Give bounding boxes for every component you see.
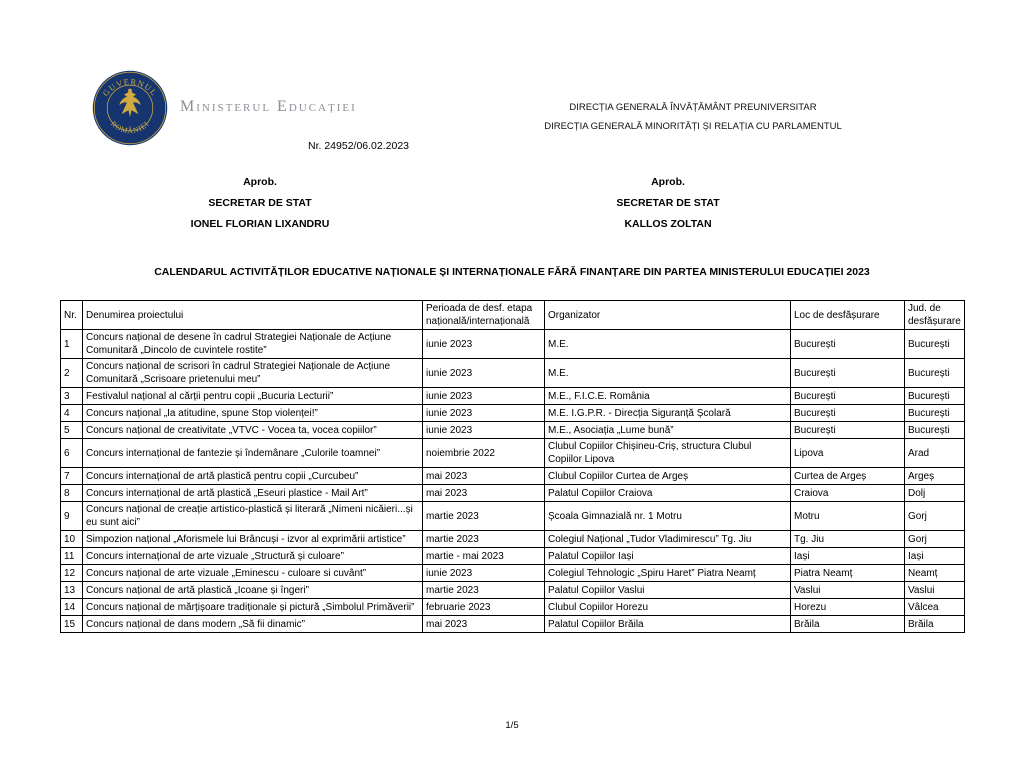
cell-county: Vâlcea	[905, 599, 965, 616]
column-header-nr: Nr.	[61, 301, 83, 330]
cell-period: mai 2023	[423, 485, 545, 502]
ministry-name: Ministerul Educației	[180, 98, 357, 115]
cell-location: București	[791, 388, 905, 405]
cell-county: București	[905, 405, 965, 422]
cell-nr: 2	[61, 359, 83, 388]
cell-nr: 15	[61, 616, 83, 633]
cell-nr: 6	[61, 439, 83, 468]
cell-period: februarie 2023	[423, 599, 545, 616]
cell-location: București	[791, 405, 905, 422]
cell-period: mai 2023	[423, 468, 545, 485]
approver-name: KALLOS ZOLTAN	[624, 218, 712, 230]
cell-period: noiembrie 2022	[423, 439, 545, 468]
cell-location: Lipova	[791, 439, 905, 468]
calendar-table	[60, 300, 965, 633]
cell-county: București	[905, 359, 965, 388]
cell-organizer: Colegiul Tehnologic „Spiru Haret” Piatra Neamț	[545, 565, 791, 582]
cell-location: Vaslui	[791, 582, 905, 599]
cell-period: martie - mai 2023	[423, 548, 545, 565]
cell-organizer: M.E., Asociația „Lume bună”	[545, 422, 791, 439]
cell-nr: 12	[61, 565, 83, 582]
cell-period: martie 2023	[423, 502, 545, 531]
table-row	[61, 485, 965, 502]
cell-organizer: Școala Gimnazială nr. 1 Motru	[545, 502, 791, 531]
cell-organizer: M.E. I.G.P.R. - Direcția Siguranță Școlară	[545, 405, 791, 422]
table-row	[61, 548, 965, 565]
cell-name: Concurs internațional de fantezie și îndemânare „Culorile toamnei”	[83, 439, 423, 468]
cell-nr: 5	[61, 422, 83, 439]
cell-nr: 4	[61, 405, 83, 422]
cell-location: Horezu	[791, 599, 905, 616]
cell-nr: 13	[61, 582, 83, 599]
page-number: 1/5	[505, 720, 519, 731]
column-header-period: Perioada de desf. etapa națională/internațională	[423, 301, 545, 330]
calendar-table-body	[61, 330, 965, 633]
cell-nr: 1	[61, 330, 83, 359]
page-title: CALENDARUL ACTIVITĂȚILOR EDUCATIVE NAȚIONALE ȘI INTERNAȚIONALE FĂRĂ FINANȚARE DIN PARTEA MINISTERULUI EDUCAȚIEI 2023	[154, 266, 870, 278]
cell-period: iunie 2023	[423, 388, 545, 405]
cell-nr: 7	[61, 468, 83, 485]
table-row	[61, 565, 965, 582]
table-row	[61, 599, 965, 616]
cell-organizer: Palatul Copiilor Brăila	[545, 616, 791, 633]
approver-title: SECRETAR DE STAT	[616, 197, 720, 209]
cell-name: Concurs național de creativitate „VTVC - Vocea ta, vocea copiilor”	[83, 422, 423, 439]
approver-name: IONEL FLORIAN LIXANDRU	[190, 218, 330, 230]
cell-county: Vaslui	[905, 582, 965, 599]
cell-county: București	[905, 330, 965, 359]
cell-nr: 11	[61, 548, 83, 565]
cell-name: Concurs național de desene în cadrul Strategiei Naționale de Acțiune Comunitară „Dincolo de cuvintele rostite”	[83, 330, 423, 359]
cell-name: Concurs național de mărțișoare tradiționale și pictură „Simbolul Primăverii”	[83, 599, 423, 616]
cell-name: Concurs național „Ia atitudine, spune Stop violenței!”	[83, 405, 423, 422]
cell-location: București	[791, 422, 905, 439]
cell-organizer: M.E.	[545, 330, 791, 359]
cell-period: martie 2023	[423, 531, 545, 548]
table-row	[61, 468, 965, 485]
table-row	[61, 531, 965, 548]
cell-period: iunie 2023	[423, 422, 545, 439]
direction-line-1: DIRECȚIA GENERALĂ ÎNVĂȚĂMÂNT PREUNIVERSITAR	[569, 102, 817, 113]
column-header-organizer: Organizator	[545, 301, 791, 330]
cell-name: Festivalul național al cărții pentru copii „Bucuria Lecturii”	[83, 388, 423, 405]
cell-location: Iași	[791, 548, 905, 565]
approver-title: SECRETAR DE STAT	[208, 197, 312, 209]
table-row	[61, 582, 965, 599]
cell-period: iunie 2023	[423, 405, 545, 422]
table-row	[61, 502, 965, 531]
cell-period: mai 2023	[423, 616, 545, 633]
cell-nr: 9	[61, 502, 83, 531]
table-header-row	[61, 301, 965, 330]
cell-name: Concurs internațional de artă plastică pentru copii „Curcubeu”	[83, 468, 423, 485]
cell-organizer: Colegiul Național „Tudor Vladimirescu” Tg. Jiu	[545, 531, 791, 548]
cell-organizer: Palatul Copiilor Craiova	[545, 485, 791, 502]
cell-organizer: M.E.	[545, 359, 791, 388]
cell-name: Concurs internațional de arte vizuale „Structură și culoare”	[83, 548, 423, 565]
approval-block-left	[140, 172, 380, 235]
table-row	[61, 388, 965, 405]
approval-label: Aprob.	[243, 176, 277, 188]
cell-location: Motru	[791, 502, 905, 531]
cell-location: București	[791, 359, 905, 388]
cell-location: Tg. Jiu	[791, 531, 905, 548]
cell-location: București	[791, 330, 905, 359]
directions-block	[513, 98, 873, 136]
cell-county: Arad	[905, 439, 965, 468]
column-header-location: Loc de desfășurare	[791, 301, 905, 330]
cell-name: Concurs național de artă plastică „Icoane și îngeri”	[83, 582, 423, 599]
cell-county: Brăila	[905, 616, 965, 633]
approval-label: Aprob.	[651, 176, 685, 188]
approval-block-right	[548, 172, 788, 235]
romania-government-emblem-icon	[92, 70, 168, 146]
document-number: Nr. 24952/06.02.2023	[308, 140, 410, 152]
cell-organizer: Clubul Copiilor Chișineu-Criș, structura Clubul Copiilor Lipova	[545, 439, 791, 468]
cell-name: Concurs național de scrisori în cadrul Strategiei Naționale de Acțiune Comunitară „Scrisoare prietenului meu”	[83, 359, 423, 388]
cell-name: Concurs național de arte vizuale „Eminescu - culoare si cuvânt”	[83, 565, 423, 582]
cell-name: Concurs național de dans modern „Să fii dinamic”	[83, 616, 423, 633]
cell-organizer: Palatul Copiilor Iași	[545, 548, 791, 565]
cell-county: Neamț	[905, 565, 965, 582]
cell-location: Curtea de Argeș	[791, 468, 905, 485]
cell-county: Gorj	[905, 531, 965, 548]
cell-county: Dolj	[905, 485, 965, 502]
cell-name: Concurs național de creație artistico-plastică și literară „Nimeni nicăieri...și eu sunt aici”	[83, 502, 423, 531]
column-header-name: Denumirea proiectului	[83, 301, 423, 330]
cell-location: Brăila	[791, 616, 905, 633]
cell-nr: 14	[61, 599, 83, 616]
cell-period: iunie 2023	[423, 359, 545, 388]
logo-bottom-text: ROMÂNIEI	[109, 119, 151, 136]
cell-location: Piatra Neamț	[791, 565, 905, 582]
cell-period: iunie 2023	[423, 565, 545, 582]
column-header-county: Jud. de desfășurare	[905, 301, 965, 330]
cell-county: Iași	[905, 548, 965, 565]
cell-organizer: Clubul Copiilor Horezu	[545, 599, 791, 616]
cell-name: Concurs internațional de artă plastică „Eseuri plastice - Mail Art”	[83, 485, 423, 502]
cell-period: iunie 2023	[423, 330, 545, 359]
cell-organizer: Palatul Copiilor Vaslui	[545, 582, 791, 599]
cell-location: Craiova	[791, 485, 905, 502]
table-row	[61, 359, 965, 388]
cell-county: București	[905, 388, 965, 405]
table-row	[61, 405, 965, 422]
cell-county: Gorj	[905, 502, 965, 531]
cell-county: București	[905, 422, 965, 439]
cell-nr: 3	[61, 388, 83, 405]
cell-county: Argeș	[905, 468, 965, 485]
cell-name: Simpozion național „Aforismele lui Brâncuși - izvor al exprimării artistice”	[83, 531, 423, 548]
direction-line-2: DIRECȚIA GENERALĂ MINORITĂȚI ȘI RELAȚIA CU PARLAMENTUL	[544, 121, 842, 132]
table-row	[61, 439, 965, 468]
cell-organizer: M.E., F.I.C.E. România	[545, 388, 791, 405]
table-row	[61, 422, 965, 439]
logo-top-text: GUVERNUL	[101, 77, 159, 99]
table-row	[61, 330, 965, 359]
cell-period: martie 2023	[423, 582, 545, 599]
cell-nr: 8	[61, 485, 83, 502]
cell-organizer: Clubul Copiilor Curtea de Argeș	[545, 468, 791, 485]
cell-nr: 10	[61, 531, 83, 548]
table-row	[61, 616, 965, 633]
